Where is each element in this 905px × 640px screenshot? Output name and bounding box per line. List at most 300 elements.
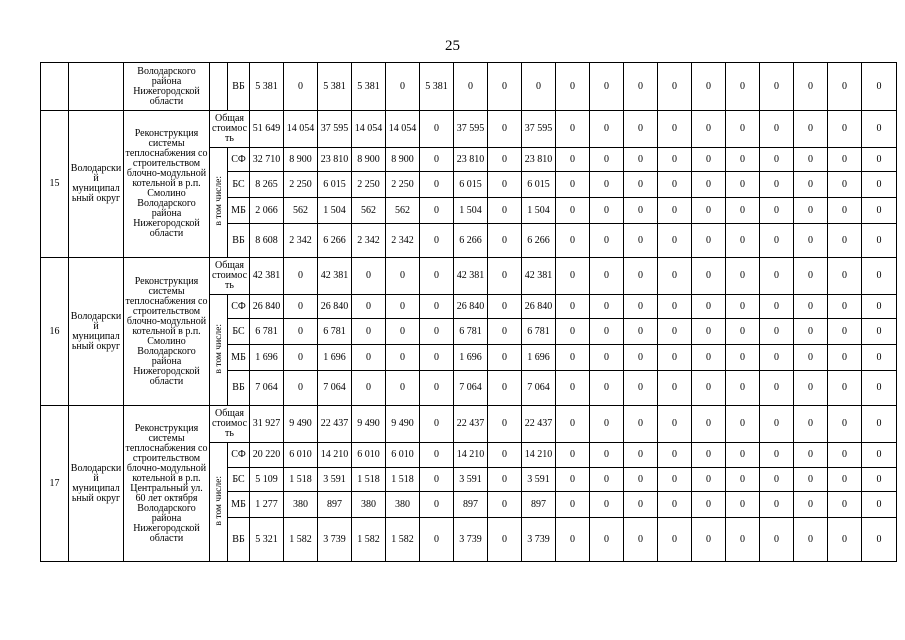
value-cell: 0 — [726, 258, 760, 295]
municipality-cell: Володарский муниципальный округ — [69, 406, 124, 562]
value-cell: 1 696 — [522, 345, 556, 371]
value-cell: 0 — [692, 63, 726, 111]
value-cell: 0 — [862, 518, 897, 562]
value-cell: 0 — [658, 345, 692, 371]
value-cell: 0 — [794, 198, 828, 224]
value-cell: 0 — [726, 406, 760, 443]
value-cell: 6 015 — [454, 172, 488, 198]
value-cell: 0 — [624, 406, 658, 443]
value-cell: 0 — [658, 319, 692, 345]
row-number: 15 — [41, 111, 69, 258]
value-cell: 0 — [794, 443, 828, 468]
value-cell: 0 — [726, 468, 760, 492]
value-cell: 0 — [828, 518, 862, 562]
value-cell: 0 — [692, 111, 726, 148]
value-cell: 2 342 — [386, 224, 420, 258]
value-cell: 0 — [352, 295, 386, 319]
value-cell: 5 321 — [250, 518, 284, 562]
value-cell: 0 — [590, 295, 624, 319]
value-cell: 0 — [420, 224, 454, 258]
value-cell: 0 — [624, 198, 658, 224]
value-cell: 0 — [760, 518, 794, 562]
value-cell: 0 — [658, 468, 692, 492]
value-cell: 0 — [760, 63, 794, 111]
value-cell: 0 — [760, 371, 794, 406]
value-cell: 0 — [760, 345, 794, 371]
table-row — [41, 258, 897, 295]
value-cell: 0 — [386, 295, 420, 319]
value-cell: 0 — [556, 492, 590, 518]
value-cell: 31 927 — [250, 406, 284, 443]
including-label: в том числе: — [213, 176, 224, 226]
value-cell: 0 — [794, 345, 828, 371]
value-cell: 0 — [828, 345, 862, 371]
value-cell: 0 — [726, 371, 760, 406]
value-cell: 0 — [590, 468, 624, 492]
value-cell: 0 — [658, 371, 692, 406]
value-cell: 3 591 — [522, 468, 556, 492]
value-cell: 380 — [386, 492, 420, 518]
value-cell: 2 342 — [284, 224, 318, 258]
value-cell: 897 — [454, 492, 488, 518]
value-cell: 0 — [658, 258, 692, 295]
value-cell: 0 — [556, 406, 590, 443]
value-cell: 7 064 — [522, 371, 556, 406]
value-cell: 14 054 — [352, 111, 386, 148]
value-cell: 0 — [624, 443, 658, 468]
value-cell: 32 710 — [250, 148, 284, 172]
value-cell: 0 — [760, 224, 794, 258]
value-cell: 0 — [590, 319, 624, 345]
value-cell: 0 — [726, 224, 760, 258]
value-cell: 6 266 — [522, 224, 556, 258]
value-cell: 3 739 — [318, 518, 352, 562]
value-cell: 0 — [284, 345, 318, 371]
value-cell: 0 — [420, 443, 454, 468]
value-cell: 0 — [794, 492, 828, 518]
value-cell: 0 — [420, 468, 454, 492]
value-cell: 0 — [488, 468, 522, 492]
value-cell: 0 — [590, 198, 624, 224]
table-row — [41, 63, 897, 111]
source-label: ВБ — [228, 518, 250, 562]
value-cell: 0 — [760, 492, 794, 518]
description-cell: Володарского района Нижегородской области — [124, 63, 210, 111]
value-cell: 0 — [420, 198, 454, 224]
value-cell: 0 — [488, 258, 522, 295]
value-cell: 0 — [862, 111, 897, 148]
value-cell: 42 381 — [318, 258, 352, 295]
value-cell: 0 — [556, 198, 590, 224]
value-cell: 0 — [488, 172, 522, 198]
value-cell: 0 — [420, 518, 454, 562]
value-cell: 0 — [794, 63, 828, 111]
num-cell — [41, 63, 69, 111]
value-cell: 0 — [658, 63, 692, 111]
value-cell: 0 — [692, 345, 726, 371]
value-cell: 9 490 — [284, 406, 318, 443]
value-cell: 26 840 — [454, 295, 488, 319]
value-cell: 0 — [522, 63, 556, 111]
value-cell: 0 — [726, 111, 760, 148]
value-cell: 0 — [420, 406, 454, 443]
municipality-cell: Володарский муниципальный округ — [69, 258, 124, 406]
value-cell: 0 — [828, 198, 862, 224]
value-cell: 14 210 — [454, 443, 488, 468]
value-cell: 14 210 — [318, 443, 352, 468]
including-cell — [210, 443, 228, 562]
value-cell: 2 066 — [250, 198, 284, 224]
value-cell: 0 — [726, 148, 760, 172]
value-cell: 0 — [556, 295, 590, 319]
value-cell: 1 504 — [522, 198, 556, 224]
value-cell: 0 — [386, 63, 420, 111]
source-label: МБ — [228, 345, 250, 371]
table-row — [41, 111, 897, 148]
value-cell: 2 250 — [284, 172, 318, 198]
value-cell: 0 — [828, 492, 862, 518]
value-cell: 3 739 — [454, 518, 488, 562]
value-cell: 0 — [862, 172, 897, 198]
source-label: ВБ — [228, 371, 250, 406]
source-label: БС — [228, 172, 250, 198]
value-cell: 0 — [692, 172, 726, 198]
value-cell: 0 — [862, 492, 897, 518]
value-cell: 0 — [420, 258, 454, 295]
value-cell: 0 — [556, 224, 590, 258]
value-cell: 0 — [760, 258, 794, 295]
value-cell: 0 — [726, 295, 760, 319]
municipality-cell: Володарский муниципальный округ — [69, 111, 124, 258]
value-cell: 0 — [828, 63, 862, 111]
value-cell: 562 — [284, 198, 318, 224]
value-cell: 9 490 — [352, 406, 386, 443]
row-number: 16 — [41, 258, 69, 406]
value-cell: 0 — [760, 198, 794, 224]
value-cell: 0 — [488, 198, 522, 224]
value-cell: 0 — [862, 224, 897, 258]
value-cell: 0 — [862, 295, 897, 319]
value-cell: 0 — [794, 518, 828, 562]
value-cell: 0 — [692, 198, 726, 224]
value-cell: 0 — [590, 111, 624, 148]
value-cell: 0 — [692, 518, 726, 562]
value-cell: 3 591 — [318, 468, 352, 492]
value-cell: 0 — [556, 518, 590, 562]
value-cell: 1 504 — [454, 198, 488, 224]
value-cell: 8 900 — [352, 148, 386, 172]
value-cell: 0 — [760, 148, 794, 172]
source-label: МБ — [228, 492, 250, 518]
value-cell: 26 840 — [318, 295, 352, 319]
value-cell: 0 — [556, 111, 590, 148]
value-cell: 23 810 — [522, 148, 556, 172]
value-cell: 5 381 — [318, 63, 352, 111]
total-cost-label: Общая стоимость — [210, 111, 250, 148]
value-cell: 0 — [794, 148, 828, 172]
value-cell: 0 — [658, 172, 692, 198]
value-cell: 1 582 — [386, 518, 420, 562]
value-cell: 0 — [692, 371, 726, 406]
value-cell: 0 — [862, 443, 897, 468]
value-cell: 0 — [556, 468, 590, 492]
value-cell: 0 — [794, 468, 828, 492]
value-cell: 0 — [726, 63, 760, 111]
value-cell: 22 437 — [318, 406, 352, 443]
spacer-cell — [210, 63, 228, 111]
value-cell: 0 — [726, 443, 760, 468]
value-cell: 8 608 — [250, 224, 284, 258]
value-cell: 0 — [692, 295, 726, 319]
value-cell: 0 — [828, 111, 862, 148]
value-cell: 380 — [284, 492, 318, 518]
value-cell: 0 — [692, 319, 726, 345]
value-cell: 1 277 — [250, 492, 284, 518]
value-cell: 42 381 — [250, 258, 284, 295]
value-cell: 1 696 — [250, 345, 284, 371]
value-cell: 6 010 — [386, 443, 420, 468]
value-cell: 0 — [590, 224, 624, 258]
value-cell: 0 — [488, 518, 522, 562]
value-cell: 1 582 — [284, 518, 318, 562]
value-cell: 0 — [420, 172, 454, 198]
value-cell: 6 781 — [250, 319, 284, 345]
value-cell: 0 — [556, 319, 590, 345]
value-cell: 0 — [352, 319, 386, 345]
value-cell: 0 — [862, 371, 897, 406]
value-cell: 5 381 — [250, 63, 284, 111]
value-cell: 0 — [624, 224, 658, 258]
value-cell: 0 — [352, 258, 386, 295]
row-number: 17 — [41, 406, 69, 562]
value-cell: 0 — [556, 148, 590, 172]
value-cell: 0 — [420, 148, 454, 172]
description-cell: Реконструкция системы теплоснабжения со строительством блочно-модульной котельной в р.п. Смолино Володарского района Нижегородской области — [124, 111, 210, 258]
value-cell: 0 — [556, 443, 590, 468]
value-cell: 0 — [420, 371, 454, 406]
value-cell: 0 — [420, 295, 454, 319]
value-cell: 0 — [760, 406, 794, 443]
value-cell: 0 — [386, 345, 420, 371]
value-cell: 0 — [658, 443, 692, 468]
value-cell: 0 — [658, 295, 692, 319]
value-cell: 0 — [590, 345, 624, 371]
value-cell: 0 — [658, 224, 692, 258]
value-cell: 0 — [624, 518, 658, 562]
value-cell: 0 — [794, 258, 828, 295]
value-cell: 0 — [726, 345, 760, 371]
value-cell: 562 — [386, 198, 420, 224]
value-cell: 0 — [488, 406, 522, 443]
value-cell: 0 — [658, 111, 692, 148]
value-cell: 562 — [352, 198, 386, 224]
value-cell: 0 — [726, 492, 760, 518]
value-cell: 1 696 — [318, 345, 352, 371]
value-cell: 0 — [794, 172, 828, 198]
value-cell: 0 — [862, 198, 897, 224]
value-cell: 0 — [760, 443, 794, 468]
value-cell: 0 — [726, 172, 760, 198]
value-cell: 37 595 — [522, 111, 556, 148]
value-cell: 0 — [658, 492, 692, 518]
value-cell: 0 — [386, 371, 420, 406]
value-cell: 14 210 — [522, 443, 556, 468]
value-cell: 0 — [624, 295, 658, 319]
value-cell: 26 840 — [250, 295, 284, 319]
value-cell: 0 — [658, 518, 692, 562]
value-cell: 0 — [488, 345, 522, 371]
value-cell: 0 — [420, 319, 454, 345]
value-cell: 37 595 — [454, 111, 488, 148]
table-body — [41, 63, 897, 562]
source-label: СФ — [228, 295, 250, 319]
value-cell: 0 — [488, 371, 522, 406]
source-label: БС — [228, 468, 250, 492]
value-cell: 897 — [318, 492, 352, 518]
value-cell: 1 518 — [352, 468, 386, 492]
value-cell: 23 810 — [454, 148, 488, 172]
value-cell: 23 810 — [318, 148, 352, 172]
value-cell: 0 — [284, 63, 318, 111]
value-cell: 0 — [420, 111, 454, 148]
value-cell: 5 381 — [352, 63, 386, 111]
value-cell: 0 — [488, 148, 522, 172]
value-cell: 0 — [794, 371, 828, 406]
value-cell: 0 — [658, 198, 692, 224]
value-cell: 0 — [590, 371, 624, 406]
value-cell: 0 — [590, 406, 624, 443]
value-cell: 0 — [284, 295, 318, 319]
value-cell: 0 — [590, 172, 624, 198]
value-cell: 0 — [624, 148, 658, 172]
including-cell — [210, 148, 228, 258]
value-cell: 0 — [828, 443, 862, 468]
value-cell: 1 518 — [284, 468, 318, 492]
value-cell: 0 — [760, 319, 794, 345]
value-cell: 0 — [794, 224, 828, 258]
value-cell: 0 — [386, 319, 420, 345]
value-cell: 0 — [420, 345, 454, 371]
value-cell: 9 490 — [386, 406, 420, 443]
value-cell: 2 250 — [352, 172, 386, 198]
value-cell: 0 — [692, 406, 726, 443]
value-cell: 6 781 — [454, 319, 488, 345]
value-cell: 0 — [726, 198, 760, 224]
value-cell: 0 — [556, 258, 590, 295]
value-cell: 5 109 — [250, 468, 284, 492]
value-cell: 42 381 — [522, 258, 556, 295]
value-cell: 0 — [556, 172, 590, 198]
value-cell: 0 — [352, 371, 386, 406]
including-label: в том числе: — [213, 323, 224, 374]
value-cell: 22 437 — [454, 406, 488, 443]
total-cost-label: Общая стоимость — [210, 406, 250, 443]
value-cell: 0 — [386, 258, 420, 295]
value-cell: 0 — [828, 406, 862, 443]
value-cell: 2 342 — [352, 224, 386, 258]
value-cell: 6 010 — [284, 443, 318, 468]
value-cell: 22 437 — [522, 406, 556, 443]
value-cell: 0 — [862, 319, 897, 345]
value-cell: 897 — [522, 492, 556, 518]
value-cell: 0 — [726, 319, 760, 345]
value-cell: 0 — [284, 371, 318, 406]
value-cell: 37 595 — [318, 111, 352, 148]
value-cell: 7 064 — [250, 371, 284, 406]
value-cell: 0 — [692, 492, 726, 518]
value-cell: 0 — [760, 111, 794, 148]
value-cell: 0 — [760, 172, 794, 198]
value-cell: 0 — [590, 63, 624, 111]
value-cell: 6 781 — [522, 319, 556, 345]
value-cell: 5 381 — [420, 63, 454, 111]
value-cell: 0 — [828, 258, 862, 295]
value-cell: 0 — [624, 345, 658, 371]
value-cell: 2 250 — [386, 172, 420, 198]
value-cell: 0 — [828, 468, 862, 492]
value-cell: 0 — [590, 492, 624, 518]
municipality-cell — [69, 63, 124, 111]
source-label: ВБ — [228, 224, 250, 258]
value-cell: 0 — [590, 148, 624, 172]
value-cell: 0 — [828, 224, 862, 258]
value-cell: 0 — [352, 345, 386, 371]
value-cell: 0 — [794, 295, 828, 319]
value-cell: 0 — [624, 492, 658, 518]
value-cell: 0 — [692, 468, 726, 492]
value-cell: 14 054 — [284, 111, 318, 148]
value-cell: 6 015 — [318, 172, 352, 198]
value-cell: 20 220 — [250, 443, 284, 468]
value-cell: 0 — [828, 295, 862, 319]
value-cell: 6 015 — [522, 172, 556, 198]
value-cell: 0 — [590, 443, 624, 468]
value-cell: 0 — [794, 319, 828, 345]
value-cell: 3 739 — [522, 518, 556, 562]
value-cell: 1 504 — [318, 198, 352, 224]
value-cell: 0 — [760, 468, 794, 492]
total-cost-label: Общая стоимость — [210, 258, 250, 295]
funding-table — [40, 62, 897, 562]
value-cell: 0 — [488, 295, 522, 319]
value-cell: 0 — [488, 224, 522, 258]
value-cell: 0 — [454, 63, 488, 111]
value-cell: 0 — [284, 319, 318, 345]
value-cell: 8 265 — [250, 172, 284, 198]
page-number: 25 — [445, 38, 460, 54]
source-label: ВБ — [228, 63, 250, 111]
value-cell: 0 — [624, 468, 658, 492]
value-cell: 0 — [590, 518, 624, 562]
description-cell: Реконструкция системы теплоснабжения со строительством блочно-модульной котельной в р.п. Центральный ул. 60 лет октября Володарского района Нижегородской области — [124, 406, 210, 562]
value-cell: 0 — [862, 406, 897, 443]
value-cell: 0 — [692, 443, 726, 468]
value-cell: 0 — [828, 148, 862, 172]
value-cell: 380 — [352, 492, 386, 518]
value-cell: 1 696 — [454, 345, 488, 371]
value-cell: 0 — [862, 258, 897, 295]
value-cell: 0 — [828, 172, 862, 198]
value-cell: 0 — [590, 258, 624, 295]
value-cell: 0 — [828, 319, 862, 345]
value-cell: 0 — [794, 406, 828, 443]
value-cell: 0 — [862, 468, 897, 492]
value-cell: 0 — [488, 492, 522, 518]
value-cell: 6 266 — [318, 224, 352, 258]
value-cell: 3 591 — [454, 468, 488, 492]
value-cell: 0 — [556, 345, 590, 371]
value-cell: 0 — [828, 371, 862, 406]
